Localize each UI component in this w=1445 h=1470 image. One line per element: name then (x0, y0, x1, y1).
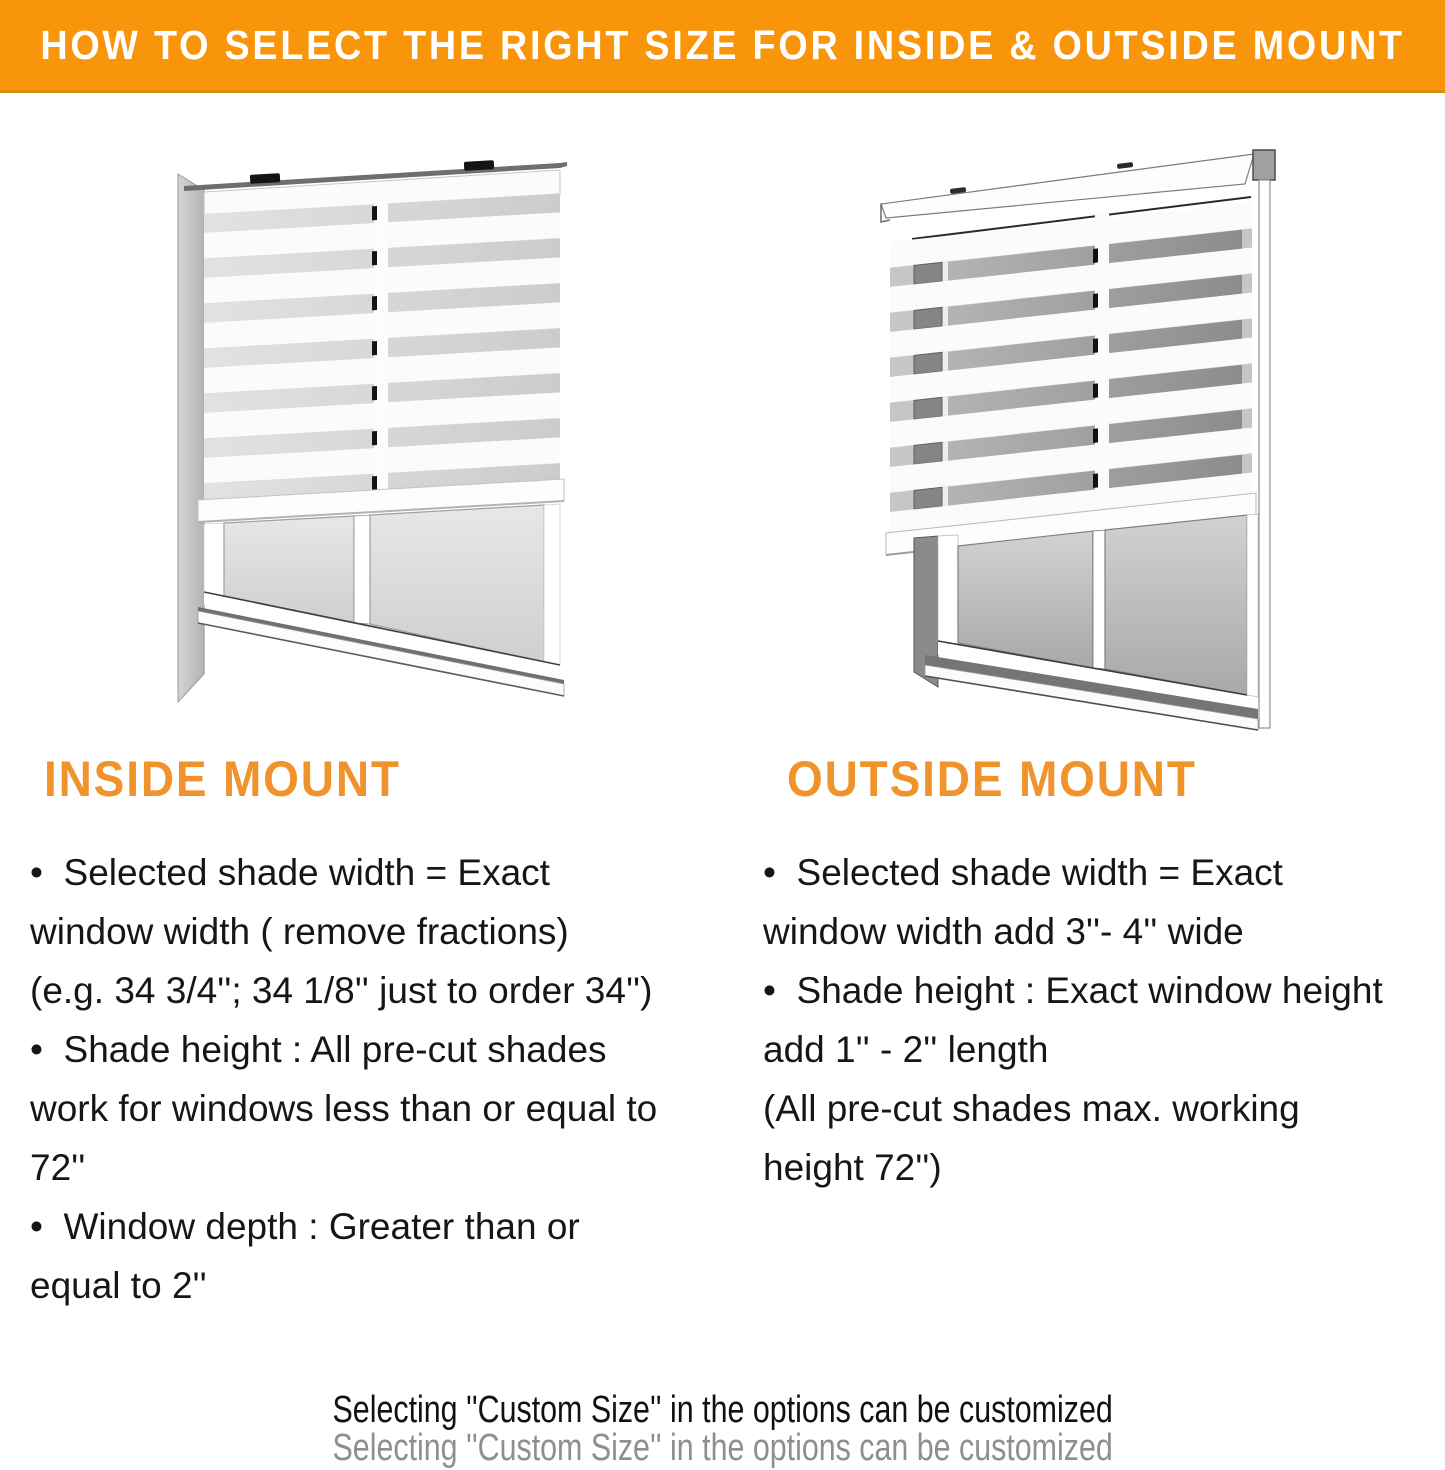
bullet-line: • Selected shade width = Exact (763, 852, 1283, 893)
bullet-line: work for windows less than or equal to (30, 1088, 658, 1129)
bullet-line: window width add 3''- 4'' wide (763, 911, 1244, 952)
bullet-line: 72'' (30, 1147, 86, 1188)
banner (0, 0, 1445, 93)
bullet-line: (All pre-cut shades max. working (763, 1088, 1300, 1129)
inside-mount-instructions (30, 843, 740, 1315)
bullet-line: • Selected shade width = Exact (30, 852, 550, 893)
outside-mount-heading: OUTSIDE MOUNT (787, 751, 1197, 807)
footer-note: Selecting ''Custom Size'' in the options can be customized (332, 1389, 1113, 1431)
side-rail-strip (1259, 180, 1270, 728)
banner-title: HOW TO SELECT THE RIGHT SIZE FOR INSIDE & OUTSIDE MOUNT (40, 21, 1405, 68)
inside-mount-illustration (158, 150, 568, 705)
mounting-bracket (1253, 150, 1275, 180)
bullet-line: equal to 2'' (30, 1265, 207, 1306)
bullet-line: • Window depth : Greater than or (30, 1206, 580, 1247)
bullet-line: height 72'') (763, 1147, 942, 1188)
inside-mount-heading: INSIDE MOUNT (44, 751, 401, 807)
bullet-line: add 1'' - 2'' length (763, 1029, 1049, 1070)
outside-mount-instructions (763, 843, 1443, 1197)
footer-cropped-text-artifact: Selecting ''Custom Size'' in the options can be customized (332, 1427, 1113, 1469)
zebra-shade (890, 197, 1252, 542)
outside-mount-illustration (862, 142, 1292, 747)
bullet-line: • Shade height : Exact window height (763, 970, 1383, 1011)
bullet-line: window width ( remove fractions) (30, 911, 569, 952)
bullet-line: • Shade height : All pre-cut shades (30, 1029, 607, 1070)
bullet-line: (e.g. 34 3/4''; 34 1/8'' just to order 34'') (30, 970, 653, 1011)
zebra-shade (204, 185, 560, 508)
